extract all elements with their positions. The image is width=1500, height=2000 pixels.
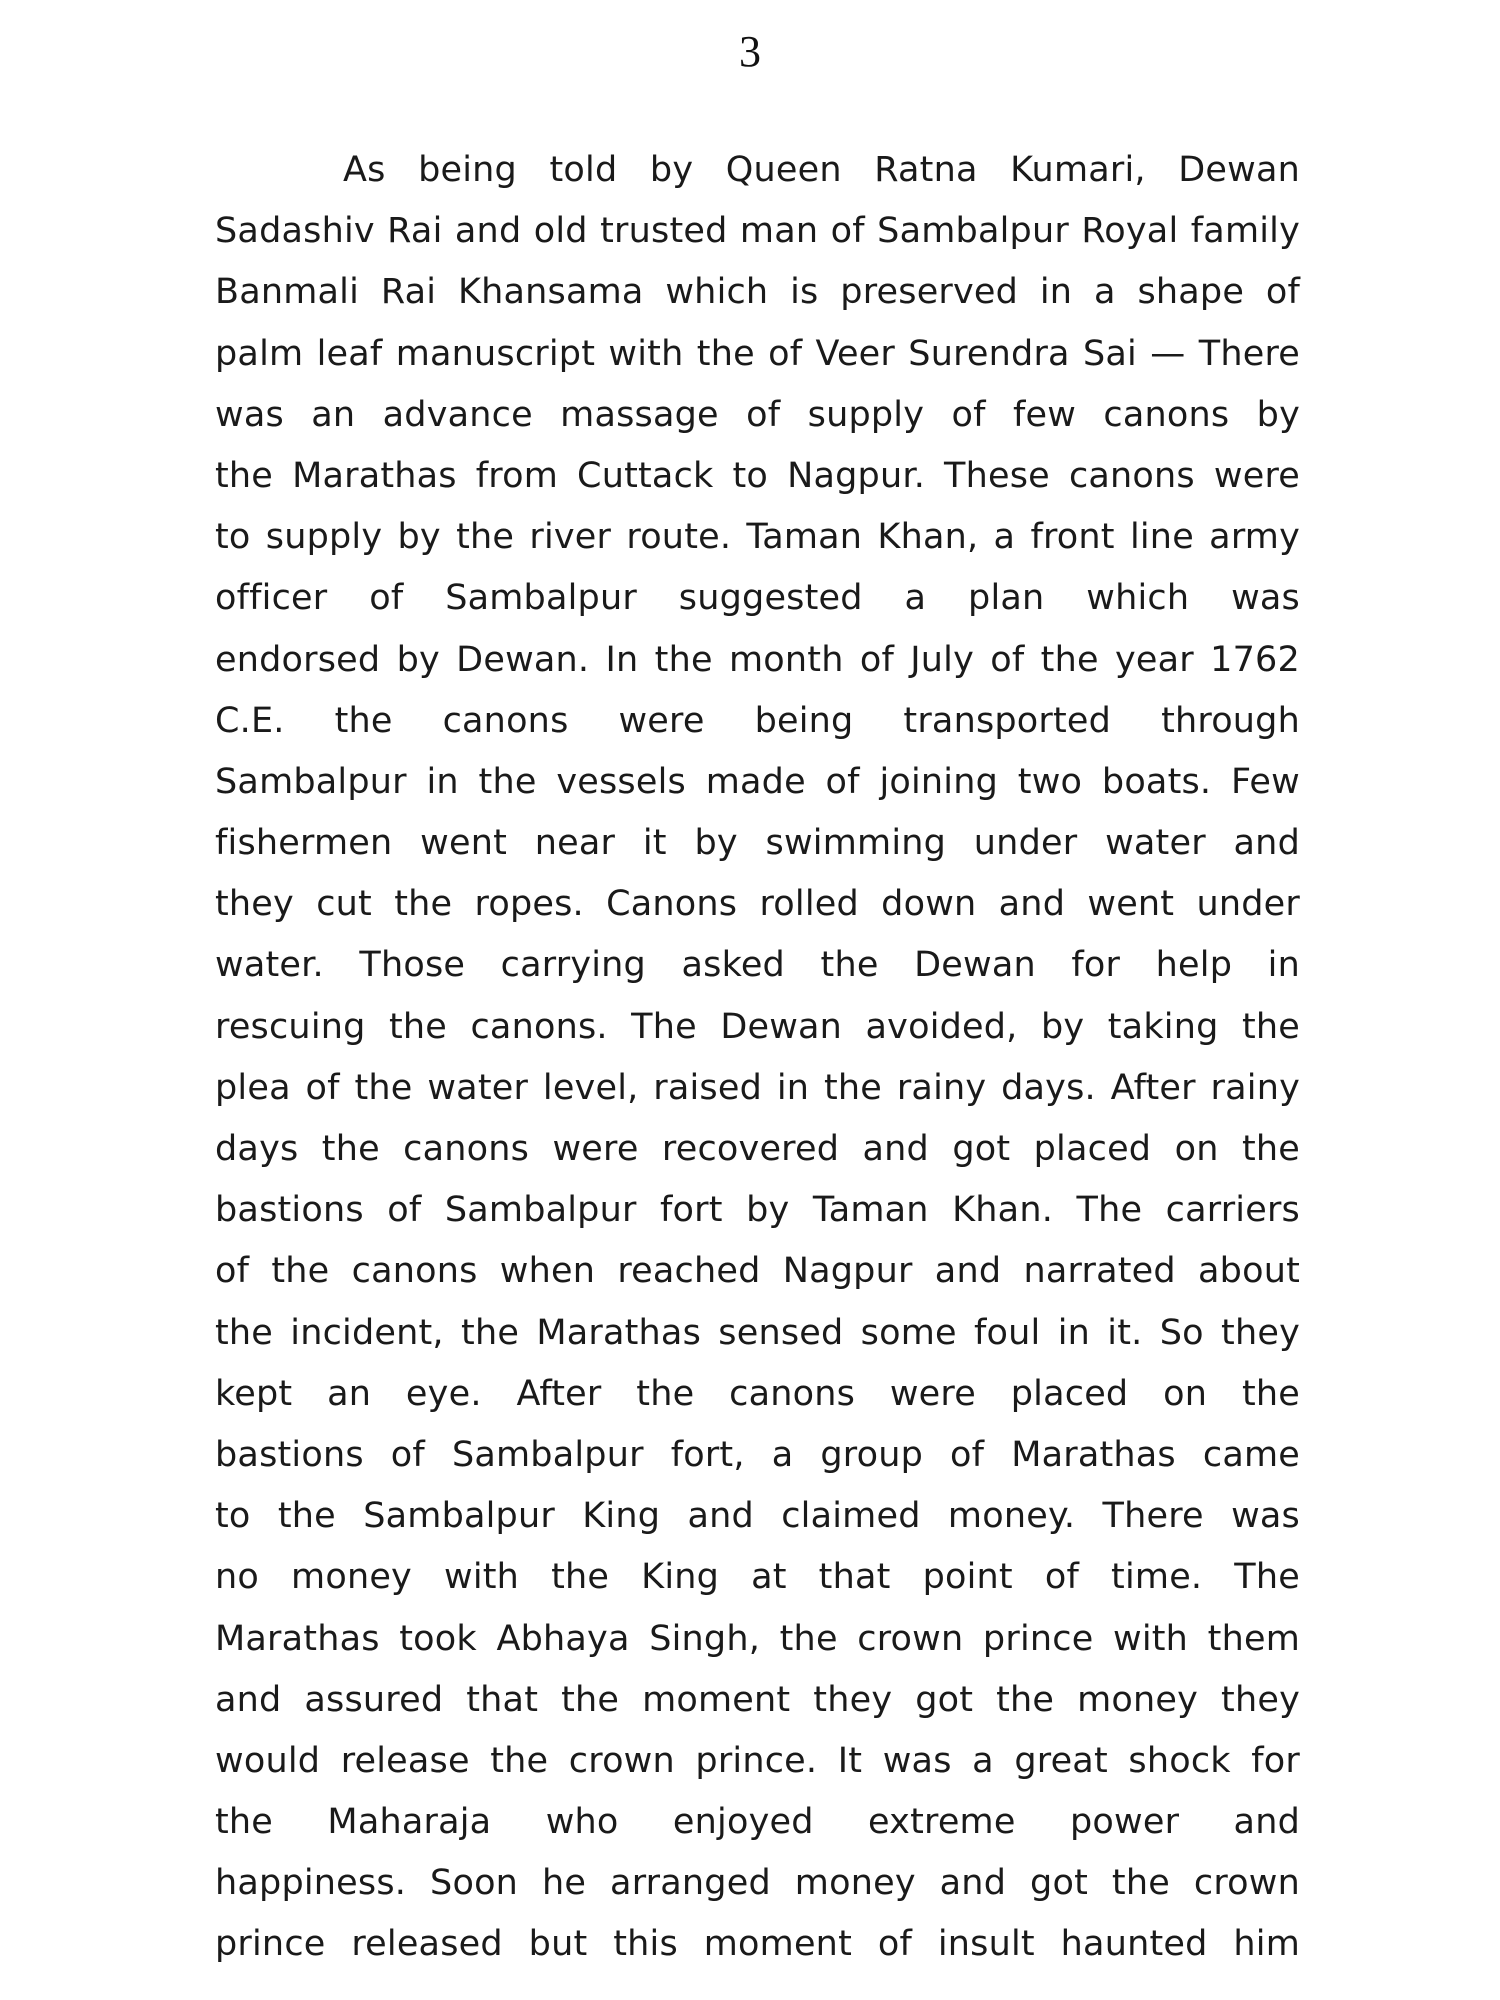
text-line: days the canons were recovered and got placed on the bbox=[215, 1129, 1300, 1169]
text-line: to the Sambalpur King and claimed money. There was bbox=[215, 1496, 1300, 1537]
text-line: the incident, the Marathas sensed some foul in it. So they bbox=[215, 1312, 1300, 1353]
text-line: bastions of Sambalpur fort by Taman Khan. The carriers bbox=[215, 1190, 1300, 1231]
text-line: to supply by the river route. Taman Khan, a front line army bbox=[215, 517, 1300, 558]
text-line: of the canons when reached Nagpur and narrated about bbox=[215, 1251, 1300, 1292]
text-line: and assured that the moment they got the money they bbox=[215, 1679, 1300, 1720]
text-line: no money with the King at that point of time. The bbox=[215, 1557, 1300, 1598]
text-line: palm leaf manuscript with the of Veer Surendra Sai — There bbox=[215, 333, 1300, 374]
text-line: bastions of Sambalpur fort, a group of Marathas came bbox=[215, 1434, 1300, 1475]
text-line: plea of the water level, raised in the rainy days. After rainy bbox=[215, 1067, 1300, 1108]
text-line: Banmali Rai Khansama which is preserved in a shape of bbox=[215, 272, 1300, 313]
text-line: water. Those carrying asked the Dewan for help in bbox=[215, 945, 1300, 986]
text-line: happiness. Soon he arranged money and got the crown bbox=[215, 1863, 1300, 1904]
text-line: prince released but this moment of insult haunted him bbox=[215, 1924, 1300, 1965]
text-line: Marathas took Abhaya Singh, the crown prince with them bbox=[215, 1618, 1300, 1659]
text-line: the Marathas from Cuttack to Nagpur. These canons were bbox=[215, 455, 1300, 496]
text-line: endorsed by Dewan. In the month of July of the year 1762 bbox=[215, 639, 1300, 680]
text-line: the Maharaja who enjoyed extreme power and bbox=[215, 1802, 1300, 1843]
text-line: officer of Sambalpur suggested a plan which was bbox=[215, 578, 1300, 619]
body-paragraph bbox=[215, 140, 1300, 1976]
text-line: was an advance massage of supply of few canons by bbox=[215, 394, 1300, 435]
text-line: kept an eye. After the canons were placed on the bbox=[215, 1373, 1300, 1414]
text-line: rescuing the canons. The Dewan avoided, by taking the bbox=[215, 1006, 1300, 1047]
text-line: fishermen went near it by swimming under water and bbox=[215, 823, 1300, 864]
text-line: they cut the ropes. Canons rolled down and went under bbox=[215, 884, 1300, 925]
text-line: Sadashiv Rai and old trusted man of Sambalpur Royal family bbox=[215, 211, 1300, 252]
text-line: would release the crown prince. It was a great shock for bbox=[215, 1740, 1300, 1781]
text-line: C.E. the canons were being transported through bbox=[215, 700, 1300, 741]
text-line: As being told by Queen Ratna Kumari, Dewan bbox=[343, 150, 1300, 190]
text-line: Sambalpur in the vessels made of joining two boats. Few bbox=[215, 761, 1300, 802]
page-number: 3 bbox=[739, 27, 761, 76]
